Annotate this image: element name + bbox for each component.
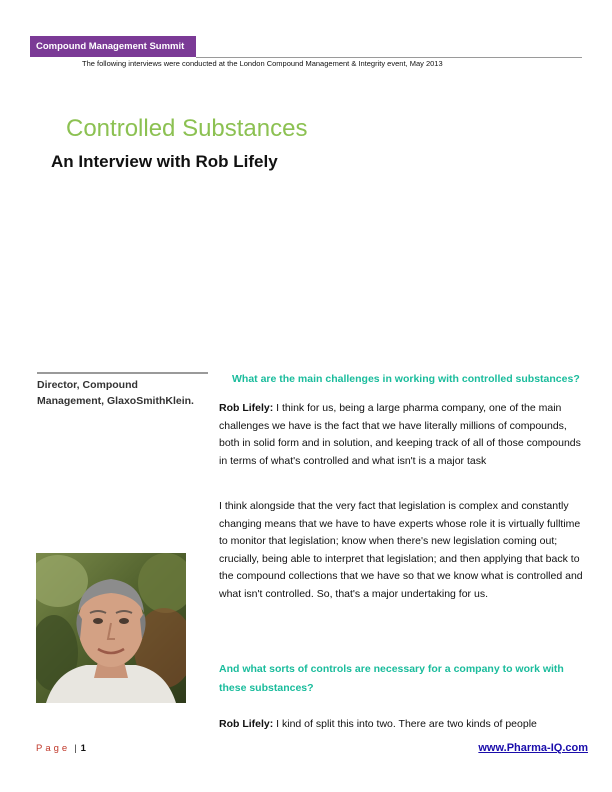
header-tab: Compound Management Summit xyxy=(30,36,196,57)
footer-page-number: 1 xyxy=(80,743,86,754)
footer-separator: | xyxy=(74,743,77,754)
header-caption: The following interviews were conducted at the London Compound Management & Integrity event, May 2013 xyxy=(82,59,443,68)
speaker-name: Rob Lifely: xyxy=(219,402,274,414)
page-footer-number xyxy=(36,743,86,754)
website-link[interactable]: www.Pharma-IQ.com xyxy=(478,742,588,754)
portrait-photo-icon xyxy=(36,553,186,703)
header-divider xyxy=(196,57,582,58)
interviewee-role: Director, Compound Management, GlaxoSmithKlein. xyxy=(37,379,194,407)
answer-text: I kind of split this into two. There are two kinds of people xyxy=(273,718,537,730)
speaker-name: Rob Lifely: xyxy=(219,718,274,730)
answer-paragraph-1 xyxy=(219,400,587,470)
question-2: And what sorts of controls are necessary for a company to work with these substances? xyxy=(219,663,564,694)
question-1: What are the main challenges in working with controlled substances? xyxy=(232,373,580,385)
footer-page-word: Page xyxy=(36,743,71,754)
page-subtitle: An Interview with Rob Lifely xyxy=(51,152,278,171)
answer-paragraph-3 xyxy=(219,716,587,734)
portrait-photo xyxy=(36,553,186,703)
sidebar-divider xyxy=(37,372,208,374)
answer-paragraph-2: I think alongside that the very fact that legislation is complex and constantly changing means that we have to have experts whose role it is virtually fulltime to monitor that legislation; know when there's new legislation coming out; crucially, being able to interpret that legislation; and then applying that back to the compound collections that we have so that we know what is controlled and what isn't controlled. So, that's a major undertaking for us. xyxy=(219,500,583,600)
answer-text: I think for us, being a large pharma company, one of the main challenges we have is the fact that we have literally millions of compounds, both in solid form and in solution, and keeping track of all of those compounds in terms of what's controlled and what isn't is a major task xyxy=(219,402,581,467)
page-title: Controlled Substances xyxy=(66,115,308,142)
